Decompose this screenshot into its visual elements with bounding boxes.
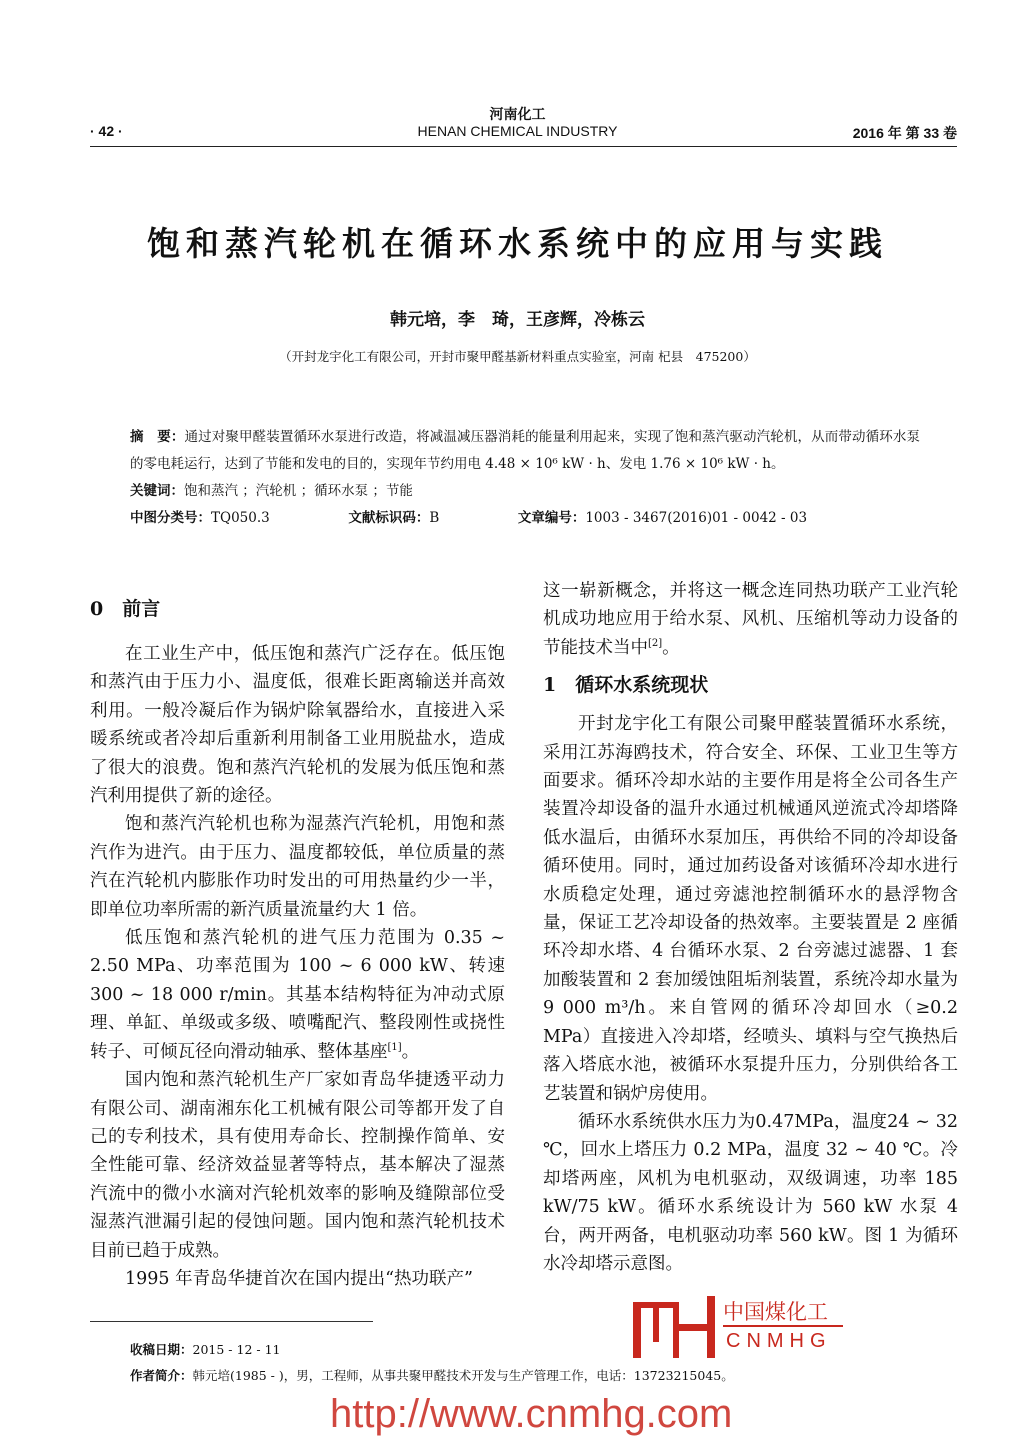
bio-value: 韩元培(1985 - )，男，工程师，从事共聚甲醛技术开发与生产管理工作，电话：13723215045。 — [192, 1368, 734, 1383]
paragraph: 国内饱和蒸汽轮机生产厂家如青岛华捷透平动力有限公司、湖南湘东化工机械有限公司等都开发了自己的专利技术，具有使用寿命长、控制操作简单、安全性能可靠、经济效益显著等特点，基本解决了湿蒸汽流中的微小水滴对汽轮机效率的影响及缝隙部位受湿蒸汽泄漏引起的侵蚀问题。国内饱和蒸汽轮机技术目前已趋于成熟。 — [90, 1070, 505, 1261]
abstract-text: 通过对聚甲醛装置循环水泵进行改造，将减温减压器消耗的能量利用起来，实现了饱和蒸汽驱动汽轮机，从而带动循环水泵的零电耗运行，达到了节能和发电的目的，实现年节约用电 4.48 × 10⁶ kW · h、发电 1.76 × 10⁶ kW · h。 — [130, 429, 921, 472]
right-column — [543, 577, 958, 1278]
left-column — [90, 594, 505, 1293]
paragraph: 开封龙宇化工有限公司聚甲醛装置循环水系统，采用江苏海鸥技术，符合安全、环保、工业卫生等方面要求。循环冷却水站的主要作用是将全公司各生产装置冷却设备的温升水通过机械通风逆流式冷却塔降低水温后，由循环水泵加压，再供给不同的冷却设备循环使用。同时，通过加药设备对该循环冷却水进行水质稳定处理，通过旁滤池控制循环水的悬浮物含量，保证工艺冷却设备的热效率。主要装置是 2 座循环冷却水塔、4 台循环水泵、2 台旁滤过滤器、1 套加酸装置和 2 套加缓蚀阻垢剂装置，系统冷却水量为 9 000 m³/h。来自管网的循环冷却回水（≥0.2 MPa）直接进入冷却塔，经喷头、填料与空气换热后落入塔底水池，被循环水泵提升压力，分别供给各工艺装置和锅炉房使用。 — [543, 714, 958, 1104]
received-value: 2015 - 12 - 11 — [192, 1342, 281, 1357]
logo-divider — [723, 1325, 843, 1327]
clc-label: 中图分类号： — [130, 510, 211, 526]
logo-mark-icon — [633, 1296, 718, 1358]
paragraph: 饱和蒸汽汽轮机也称为湿蒸汽汽轮机，用饱和蒸汽作为进汽。由于压力、温度都较低，单位质量的蒸汽在汽轮机内膨胀作功时发出的可用热量约少一半，即单位功率所需的新汽质量流量约大 1 倍。 — [90, 814, 505, 920]
citation: [1] — [387, 1041, 402, 1053]
logo-text-cn: 中国煤化工 — [723, 1301, 828, 1324]
volume-info: 2016 年 第 33 卷 — [852, 125, 957, 141]
author-bio — [130, 1366, 734, 1384]
abstract — [130, 424, 920, 478]
article-no-label: 文章编号： — [517, 510, 586, 526]
keywords-label: 关键词： — [130, 483, 184, 499]
received-label: 收稿日期： — [130, 1342, 193, 1357]
affiliation: （开封龙宇化工有限公司，开封市聚甲醛基新材料重点实验室，河南 杞县 475200） — [279, 349, 756, 364]
authors: 韩元培，李 琦，王彦辉，冷栋云 — [390, 310, 645, 330]
footnote-rule — [90, 1321, 373, 1322]
journal-name-cn: 河南化工 — [489, 106, 546, 122]
paragraph-text: 低压饱和蒸汽轮机的进气压力范围为 0.35 ~ 2.50 MPa、功率范围为 100 ~ 6 000 kW、转速 300 ~ 18 000 r/min。其基本结构特征为冲动式原理、单缸、单级或多级、喷嘴配汽、整段刚性或挠性转子、可倾瓦径向滑动轴承、整体基座 — [90, 928, 505, 1062]
paragraph-end: 。 — [662, 637, 680, 658]
keywords — [130, 478, 920, 505]
keywords-text: 饱和蒸汽 ；汽轮机 ；循环水泵 ；节能 — [184, 483, 413, 499]
received-date — [130, 1340, 280, 1358]
cnmhg-logo — [633, 1296, 843, 1358]
logo-text-en: CNMHG — [726, 1330, 832, 1352]
paragraph: 1995 年青岛华捷首次在国内提出“热功联产” — [125, 1268, 473, 1289]
header-rule — [90, 146, 957, 147]
paragraph-end: 。 — [401, 1041, 420, 1062]
classification-line — [130, 505, 920, 532]
paragraph: 循环水系统供水压力为0.47MPa，温度24 ~ 32 ℃，回水上塔压力 0.2 MPa，温度 32 ~ 40 ℃。冷却塔两座，风机为电机驱动，双级调速，功率 185 kW/75 kW。循环水系统设计为 560 kW 水泵 4 台，两开两备，电机驱动功率 560 kW。图 1 为循环水冷却塔示意图。 — [543, 1111, 958, 1274]
paragraph: 在工业生产中，低压饱和蒸汽广泛存在。低压饱和蒸汽由于压力小、温度低，很难长距离输送并高效利用。一般冷凝后作为锅炉除氧器给水，直接进入采暖系统或者冷却后重新利用制备工业用脱盐水，造成了很大的浪费。饱和蒸汽汽轮机的发展为低压饱和蒸汽利用提供了新的途径。 — [90, 644, 505, 807]
page-number: · 42 · — [90, 123, 123, 139]
article-title: 饱和蒸汽轮机在循环水系统中的应用与实践 — [147, 224, 888, 263]
paragraph — [90, 924, 505, 1066]
citation: [2] — [648, 637, 663, 649]
journal-name-en: HENAN CHEMICAL INDUSTRY — [417, 123, 618, 139]
section-heading-intro: 0 前言 — [90, 598, 161, 620]
clc-value: TQ050.3 — [211, 510, 270, 526]
paragraph-text: 这一崭新概念，并将这一概念连同热功联产工业汽轮机成功地应用于给水泵、风机、压缩机等动力设备的节能技术当中 — [543, 581, 958, 658]
section-heading-status: 1 循环水系统现状 — [543, 674, 709, 697]
abstract-block — [130, 424, 920, 532]
paragraph — [543, 577, 958, 662]
bio-label: 作者简介： — [130, 1368, 193, 1383]
abstract-label: 摘 要： — [130, 429, 185, 445]
watermark-url: http://www.cnmhg.com — [330, 1392, 733, 1436]
doc-code-label: 文献标识码： — [348, 510, 430, 526]
doc-code-value: B — [429, 510, 440, 526]
article-no-value: 1003 - 3467(2016)01 - 0042 - 03 — [585, 510, 808, 526]
